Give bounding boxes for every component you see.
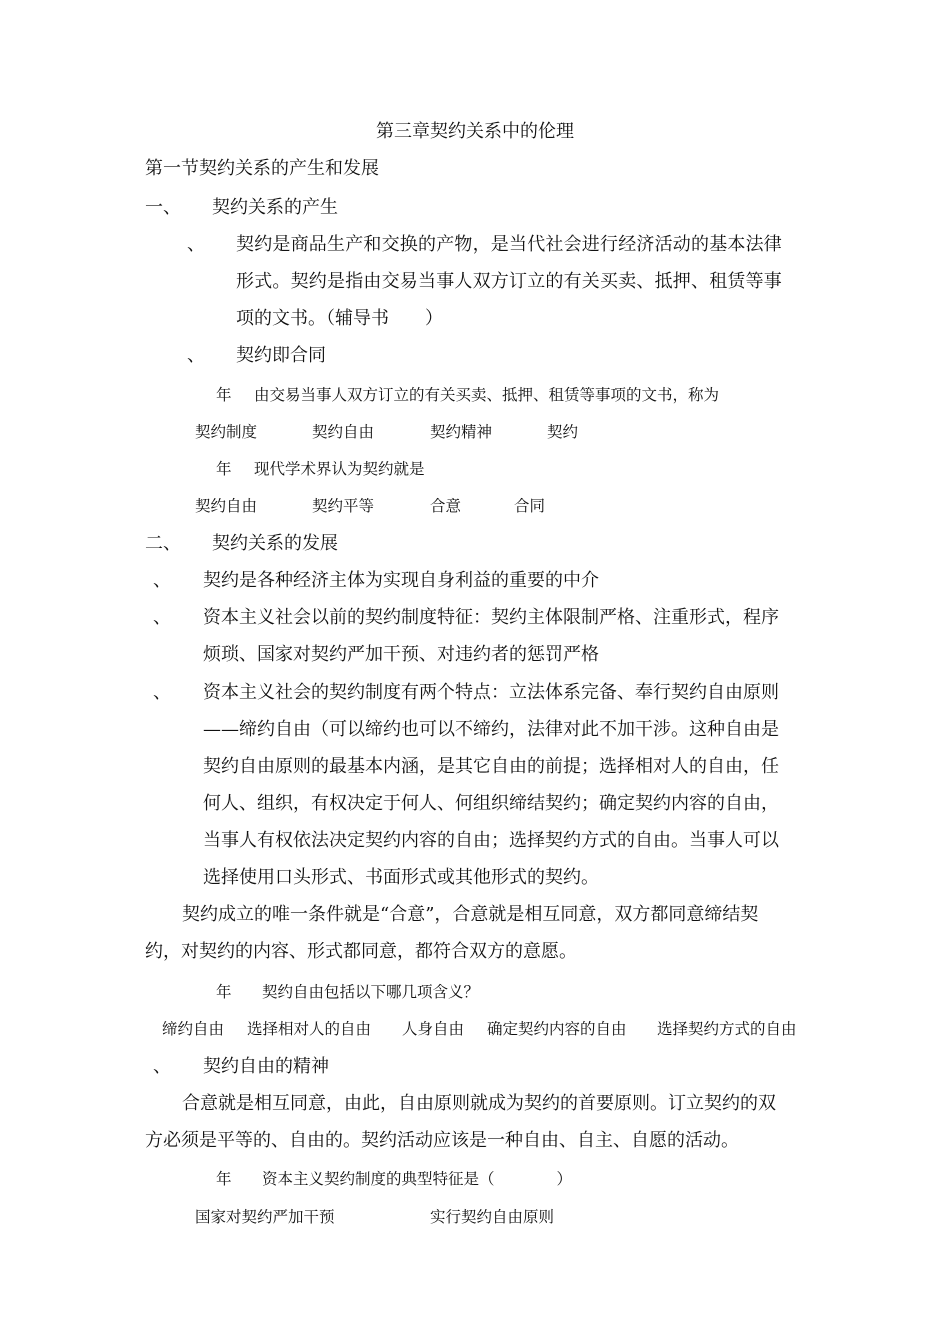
- para2-line-2: 方必须是平等的、自由的。契约活动应该是一种自由、自主、自愿的活动。: [145, 1130, 739, 1151]
- d3-line-5: 当事人有权依法决定契约内容的自由；选择契约方式的自由。当事人可以: [203, 830, 779, 851]
- d4-marker: 、: [153, 1056, 171, 1077]
- part1-heading: 契约关系的产生: [212, 197, 338, 218]
- q3-option: 确定契约内容的自由: [487, 1020, 627, 1038]
- d2-line-2: 烦琐、国家对契约严加干预、对违约者的惩罚严格: [203, 644, 599, 665]
- chapter-title: 第三章契约关系中的伦理: [376, 121, 574, 142]
- q1-option: 契约制度: [195, 423, 258, 441]
- d1-text: 契约是各种经济主体为实现自身利益的重要的中介: [203, 570, 599, 591]
- q2-options: [0, 499, 950, 519]
- q1-option: 契约自由: [312, 423, 375, 441]
- p2-text: 契约即合同: [236, 345, 326, 366]
- part2-heading: 契约关系的发展: [212, 533, 338, 554]
- q1-options: [0, 425, 950, 445]
- q1-question: 由交易当事人双方订立的有关买卖、抵押、租赁等事项的文书，称为: [254, 386, 720, 404]
- para2-line-1: 合意就是相互同意，由此，自由原则就成为契约的首要原则。订立契约的双: [182, 1093, 776, 1114]
- d3-line-6: 选择使用口头形式、书面形式或其他形式的契约。: [203, 867, 599, 888]
- q3-option: 人身自由: [402, 1020, 465, 1038]
- q3-question: 契约自由包括以下哪几项含义？: [262, 983, 480, 1001]
- d3-line-3: 契约自由原则的最基本内涵，是其它自由的前提；选择相对人的自由，任: [203, 756, 779, 777]
- q1-option: 契约: [547, 423, 579, 441]
- d1-marker: 、: [153, 570, 171, 591]
- q1-year: 年: [216, 386, 232, 404]
- q2-option: 合意: [430, 497, 462, 515]
- para1-line-1: 契约成立的唯一条件就是“合意”，合意就是相互同意，双方都同意缔结契: [182, 904, 759, 925]
- q2-option: 契约自由: [195, 497, 258, 515]
- q4-option: 国家对契约严加干预: [195, 1208, 335, 1226]
- q3-option: 选择契约方式的自由: [657, 1020, 797, 1038]
- p1-line-3: 项的文书。（辅导书 ）: [236, 308, 443, 329]
- d3-line-4: 何人、组织，有权决定于何人、何组织缔结契约；确定契约内容的自由，: [203, 793, 779, 814]
- q2-year: 年: [216, 460, 232, 478]
- d2-line-1: 资本主义社会以前的契约制度特征：契约主体限制严格、注重形式，程序: [203, 607, 779, 628]
- q4-options: [0, 1210, 950, 1230]
- p2-marker: 、: [187, 345, 205, 366]
- section-heading: 第一节契约关系的产生和发展: [145, 158, 379, 179]
- q4-question: 资本主义契约制度的典型特征是（ ）: [262, 1170, 573, 1188]
- q2-option: 合同: [514, 497, 546, 515]
- d3-marker: 、: [153, 682, 171, 703]
- p1-marker: 、: [187, 234, 205, 255]
- q3-option: 选择相对人的自由: [247, 1020, 372, 1038]
- q4-option: 实行契约自由原则: [430, 1208, 555, 1226]
- q3-year: 年: [216, 983, 232, 1001]
- q2-option: 契约平等: [312, 497, 375, 515]
- part2-number: 二、: [145, 533, 181, 554]
- q3-option: 缔约自由: [162, 1020, 225, 1038]
- p1-line-2: 形式。契约是指由交易当事人双方订立的有关买卖、抵押、租赁等事: [236, 271, 782, 292]
- q1-option: 契约精神: [430, 423, 493, 441]
- q3-options: [0, 1022, 950, 1042]
- d4-text: 契约自由的精神: [203, 1056, 329, 1077]
- q2-question: 现代学术界认为契约就是: [254, 460, 425, 478]
- part1-number: 一、: [145, 197, 181, 218]
- d3-line-1: 资本主义社会的契约制度有两个特点：立法体系完备、奉行契约自由原则: [203, 682, 779, 703]
- p1-line-1: 契约是商品生产和交换的产物，是当代社会进行经济活动的基本法律: [236, 234, 782, 255]
- q4-year: 年: [216, 1170, 232, 1188]
- d2-marker: 、: [153, 607, 171, 628]
- d3-line-2: ——缔约自由（可以缔约也可以不缔约，法律对此不加干涉。这种自由是: [203, 719, 779, 740]
- para1-line-2: 约，对契约的内容、形式都同意，都符合双方的意愿。: [145, 941, 577, 962]
